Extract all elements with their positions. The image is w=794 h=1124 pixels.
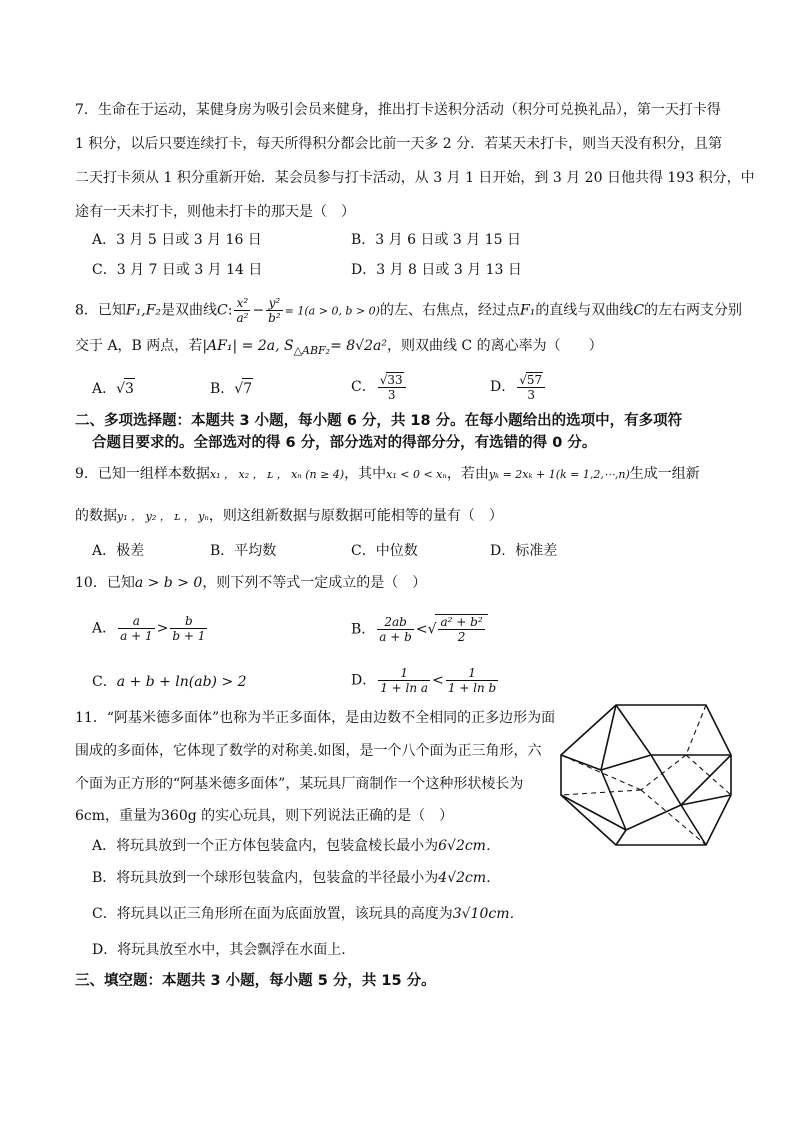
q10-option-a-d1: a + 1 xyxy=(120,629,153,643)
q8-option-d-radicand: 57 xyxy=(526,373,543,387)
figure-edge xyxy=(601,770,626,830)
section-3-heading: 三、填空题：本题共 3 小题，每小题 5 分，共 15 分。 xyxy=(75,973,436,989)
q8-option-c-label: C． xyxy=(351,379,376,395)
section-2-heading-line-1: 二、多项选择题：本题共 3 小题，每小题 6 分，共 18 分。在每小题给出的选项中，有多项符 xyxy=(75,413,683,429)
q11-option-b-text: B．将玩具放到一个球形包装盒内，包装盒的半径最小为 xyxy=(92,870,439,886)
q9-cond-x: x₁ < 0 < xₙ xyxy=(386,468,447,481)
q9-option-a: A．极差 xyxy=(92,543,145,559)
q10-option-d-frac-2 xyxy=(446,666,498,695)
q9-option-d: D．标准差 xyxy=(490,543,558,559)
q11-line-1: 11．“阿基米德多面体”也称为半正多面体，是由边数不全相同的正多边形为面 xyxy=(75,710,556,726)
q8-frac-y-den: b² xyxy=(268,311,281,325)
q10-option-a-d2: b + 1 xyxy=(172,629,206,643)
figure-edge xyxy=(601,705,616,770)
q7-line-2: 1 积分，以后只要连续打卡，每天所得积分都会比前一天多 2 分．若某天未打卡，则当天没有积分，且第 xyxy=(75,136,723,152)
q8-option-a: A．√3 xyxy=(92,378,135,399)
q8-foci: F₁,F₂ xyxy=(125,302,162,319)
figure-outline xyxy=(561,705,731,845)
q10-stem-b: ，则下列不等式一定成立的是（ ） xyxy=(202,575,427,591)
q8-option-d xyxy=(490,372,547,402)
q10-option-d-op: < xyxy=(432,672,444,689)
q10-stem xyxy=(75,573,426,593)
figure-hidden-edge xyxy=(641,790,706,845)
q8-curve-c: C xyxy=(217,302,228,319)
q8-eq-2: = 8√2a² xyxy=(330,338,387,354)
figure-edge xyxy=(561,755,601,770)
q8-frac-y-num: y² xyxy=(266,296,283,311)
q8-text-3: 的直线与双曲线 xyxy=(535,302,634,319)
q10-option-d-frac-1 xyxy=(378,666,430,695)
q11-option-c xyxy=(92,904,523,924)
q10-option-d-d2: 1 + ln b xyxy=(447,681,497,695)
q8-line-2b: ，则双曲线 C 的离心率为（ ） xyxy=(386,338,603,354)
q10-option-a-op: > xyxy=(156,620,169,637)
q10-option-c-expr: a + b + ln(ab) > 2 xyxy=(116,674,247,690)
q9-sample-y: y₁ ， y₂ ， ʟ ， yₙ xyxy=(117,510,209,523)
figure-hidden-edge xyxy=(641,755,686,790)
q8-option-b-label: B． xyxy=(210,381,235,397)
q10-option-b-frac-1 xyxy=(377,615,414,644)
q11-line-3: 个面为正方形的“阿基米德多面体”，某玩具厂商制作一个这种形状棱长为 xyxy=(75,776,524,792)
q9-line-1 xyxy=(75,464,700,485)
q11-option-a xyxy=(92,836,500,856)
q8-option-c-num: √33 xyxy=(378,372,406,388)
q8-option-d-frac xyxy=(517,372,545,402)
q11-line-4: 6cm，重量为360g 的实心玩具，则下列说法正确的是（ ） xyxy=(75,808,454,824)
q10-option-d-n2: 1 xyxy=(446,666,498,681)
q9-text-2c: ，则这组新数据与原数据可能相等的量有（ ） xyxy=(208,508,503,524)
q11-option-c-text: C．将玩具以正三角形所在面为底面放置，该玩具的高度为 xyxy=(92,906,453,922)
q8-f1: F₁ xyxy=(519,302,536,319)
q11-option-c-value: 3√10cm． xyxy=(452,906,524,922)
q10-option-a-n1: a xyxy=(118,614,154,629)
q8-eq-sub: △ABF₂ xyxy=(293,343,331,357)
q8-condition: = 1(a > 0, b > 0) xyxy=(284,304,380,318)
q8-option-d-label: D． xyxy=(490,379,516,395)
q10-option-a xyxy=(92,614,209,643)
figure-hidden-edge xyxy=(561,790,641,795)
figure-edge xyxy=(616,705,651,755)
q8-option-b: B．√7 xyxy=(210,378,253,399)
q9-text-1c: ，其中 xyxy=(344,466,387,482)
figure-edge xyxy=(626,805,681,830)
q8-option-c-radicand: 33 xyxy=(387,373,403,387)
q10-option-b-n2: a² + b² xyxy=(440,615,483,629)
q11-option-a-text: A．将玩具放到一个正方体包装盒内，包装盒棱长最小为 xyxy=(92,838,439,854)
figure-edge xyxy=(681,755,731,805)
q10-option-b-op: < xyxy=(415,621,428,638)
q8-eq: |AF₁| = 2a, S xyxy=(202,338,294,354)
q8-frac-y xyxy=(266,296,283,325)
q7-option-c: C．3 月 7 日或 3 月 14 日 xyxy=(92,262,263,278)
q8-option-b-value: 7 xyxy=(242,378,253,399)
q9-option-c: C．中位数 xyxy=(351,543,418,559)
cuboctahedron-figure xyxy=(556,700,738,850)
q8-number: 8．已知 xyxy=(75,302,126,319)
q9-text-1a: 9．已知一组样本数据 xyxy=(75,466,210,482)
q11-line-2: 围成的多面体，它体现了数学的对称美.如图，是一个八个面为正三角形，六 xyxy=(75,743,542,759)
q7-line-1: 7．生命在于运动，某健身房为吸引会员来健身，推出打卡送积分活动（积分可兑换礼品），第一天打卡得 xyxy=(75,102,721,118)
q8-line-1: 8．已知F₁,F₂是双曲线C: $\frac{\text{x²}}{\text{a²}}$ − $\frac{\text{y²}}{\text{b²}}$ = 1(a > 0, b > 0)的左、右焦点，经过点F₁的直线与双曲线C的左右两支分别 xyxy=(75,296,743,325)
q8-option-d-den: 3 xyxy=(527,388,536,402)
q11-option-b xyxy=(92,868,500,888)
q9-text-1g: 生成一组新 xyxy=(629,466,700,482)
q8-line-2a: 交于 A，B 两点，若 xyxy=(75,338,203,354)
q8-option-d-num: √57 xyxy=(517,372,545,388)
q9-sample-x: x₁ ， x₂ ， ʟ ， xₙ (n ≥ 4) xyxy=(209,468,345,481)
q8-text-4: 的左右两支分别 xyxy=(644,302,743,319)
q9-option-b: B．平均数 xyxy=(210,543,277,559)
q10-option-a-n2: b xyxy=(170,614,207,629)
q7-line-3: 二天打卡须从 1 积分重新开始．某会员参与打卡活动，从 3 月 1 日开始，到 3 月 20 日他共得 193 积分，中 xyxy=(75,170,755,186)
q10-option-d-label: D． xyxy=(351,672,377,689)
q8-option-c xyxy=(351,372,408,402)
q7-line-4: 途有一天未打卡，则他未打卡的那天是（ ） xyxy=(75,204,355,220)
q10-option-c xyxy=(92,672,247,692)
q10-option-d-d1: 1 + ln a xyxy=(380,681,429,695)
q7-option-a: A．3 月 5 日或 3 月 16 日 xyxy=(92,232,262,248)
q10-option-d-n1: 1 xyxy=(378,666,430,681)
q8-option-c-den: 3 xyxy=(387,388,396,402)
q10-option-b-d1: a + b xyxy=(379,630,412,644)
q7-option-b: B．3 月 6 日或 3 月 15 日 xyxy=(351,232,521,248)
q10-option-a-frac-2 xyxy=(170,614,207,643)
q10-stem-a: 10．已知 xyxy=(75,575,135,591)
q8-text-1: 是双曲线 xyxy=(161,302,218,319)
q10-stem-math: a > b > 0 xyxy=(134,575,203,591)
q10-option-b-d2: 2 xyxy=(457,630,466,644)
figure-hidden-edge xyxy=(686,705,706,755)
figure-hidden-edge xyxy=(561,755,641,790)
q9-line-2 xyxy=(75,506,503,527)
q10-option-a-frac-1 xyxy=(118,614,154,643)
q10-option-b-frac-2 xyxy=(438,615,484,644)
q9-text-2a: 的数据 xyxy=(75,508,117,524)
q10-option-b-n1: 2ab xyxy=(377,615,414,630)
q11-option-a-value: 6√2cm． xyxy=(438,838,500,854)
q8-frac-x-den: a² xyxy=(236,311,249,325)
q8-text-2: 的左、右焦点，经过点 xyxy=(379,302,520,319)
section-2-heading-line-2: 合题目要求的。全部选对的得 6 分，部分选对的得部分分，有选错的得 0 分。 xyxy=(92,435,597,451)
q8-curve-c-2: C xyxy=(633,302,645,319)
q10-option-b-label: B． xyxy=(351,621,376,638)
q8-option-a-label: A． xyxy=(92,381,117,397)
q8-line-2 xyxy=(75,336,603,361)
figure-edge xyxy=(616,830,626,845)
q11-option-d: D．将玩具放至水中，其会飘浮在水面上. xyxy=(92,942,346,958)
q10-option-a-label: A． xyxy=(92,620,117,637)
q11-option-b-value: 4√2cm． xyxy=(438,870,501,886)
figure-edge xyxy=(601,755,651,770)
q7-option-d: D．3 月 8 日或 3 月 13 日 xyxy=(351,262,522,278)
q10-option-c-label: C． xyxy=(92,674,117,690)
q8-option-c-frac xyxy=(378,372,406,402)
q8-frac-x xyxy=(234,296,250,325)
q10-option-d xyxy=(351,666,500,695)
q9-text-1e: ，若由 xyxy=(446,466,489,482)
q8-frac-x-num: x² xyxy=(234,296,250,311)
figure-edge xyxy=(681,805,706,845)
q9-formula: yₖ = 2xₖ + 1(k = 1,2,⋯,n) xyxy=(488,468,630,481)
q10-option-b: B． $\frac{2ab}{a + b}$ <√ $\frac{\text{a² + b²}}{2}$ xyxy=(351,614,488,644)
q8-option-a-value: 3 xyxy=(124,378,135,399)
